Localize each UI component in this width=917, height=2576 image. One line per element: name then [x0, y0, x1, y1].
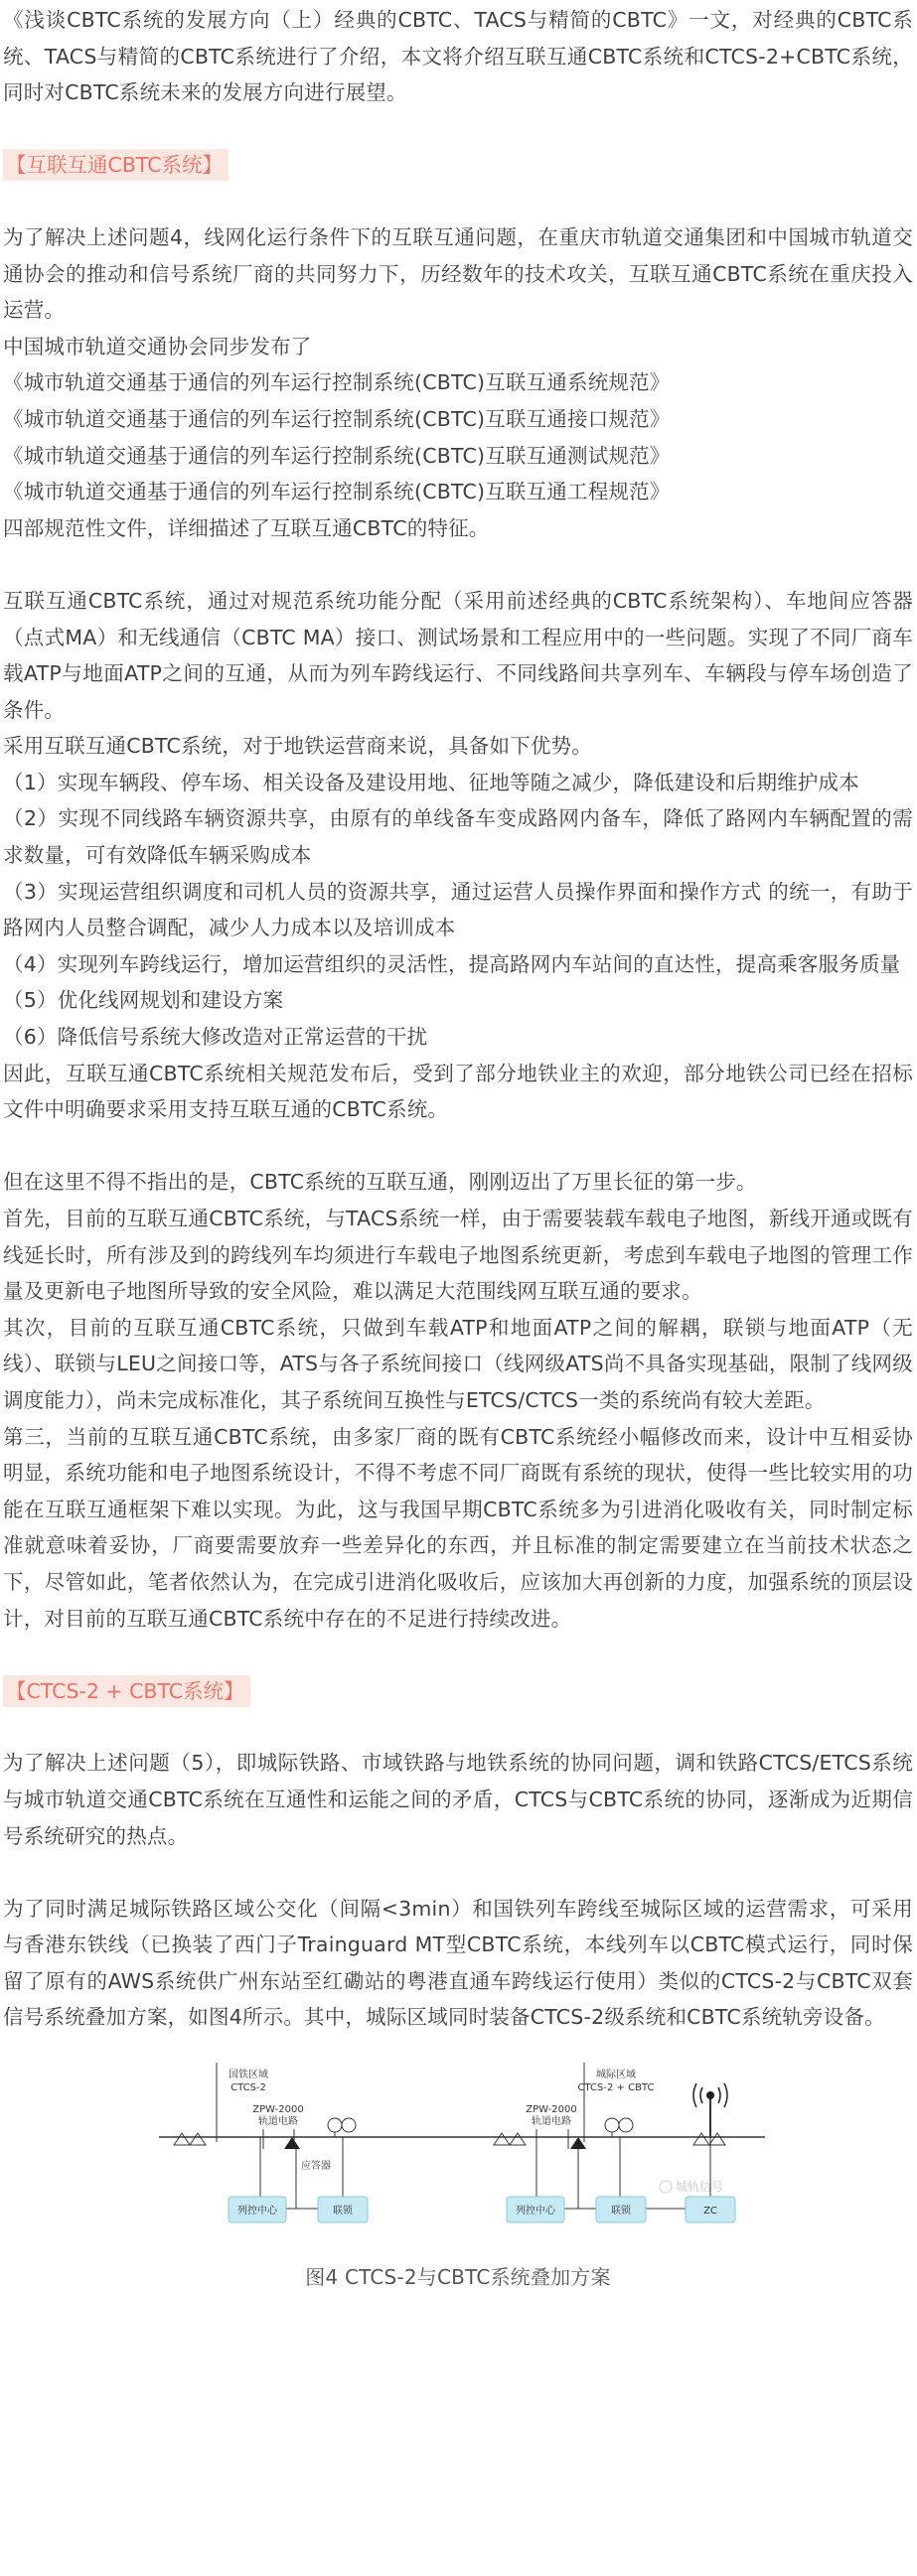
paragraph: 第三，当前的互联互通CBTC系统，由多家厂商的既有CBTC系统经小幅修改而来，设计中互相妥协明显，系统功能和电子地图系统设计，不得不考虑不同厂商既有系统的现状，使得一些比较实用的功能在互联互通框架下难以实现。为此，这与我国早期CBTC系统多为引进消化吸收有关，同时制定标准就意味着妥协，厂商要需要放弃一些差异化的东西，并且标准的制定需要建立在当前技术状态之下，尽管如此，笔者依然认为，在完成引进消化吸收后，应该加大再创新的力度，加强系统的顶层设计，对目前的互联互通CBTC系统中存在的不足进行持续改进。 [3, 1424, 913, 1631]
right-system-label: CTCS-2 + CBTC [577, 2082, 655, 2094]
spacer [0, 1637, 917, 1673]
antenna-icon [706, 2091, 714, 2099]
box-ilk-right-label: 联锁 [611, 2206, 631, 2218]
paragraph: 因此，互联互通CBTC系统相关规范发布后，受到了部分地铁业主的欢迎，部分地铁公司已经在招标文件中明确要求采用支持互联互通的CBTC系统。 [3, 1061, 913, 1122]
triangle-marker [190, 2133, 206, 2145]
triangle-marker [510, 2133, 526, 2145]
triangle-marker [174, 2133, 190, 2145]
overlay-diagram-svg [0, 2058, 917, 2256]
triangle-marker [494, 2133, 510, 2145]
triangle-marker [693, 2133, 709, 2145]
spec-title: 《城市轨道交通基于通信的列车运行控制系统(CBTC)互联互通工程规范》 [3, 480, 671, 504]
advantage-item: （2）实现不同线路车辆资源共享，由原有的单线备车变成路网内备车，降低了路网内车辆配置的需求数量，可有效降低车辆采购成本 [3, 806, 913, 868]
paragraph: 其次，目前的互联互通CBTC系统，只做到车载ATP和地面ATP之间的解耦，联锁与地面ATP（无线）、联锁与LEU之间接口等，ATS与各子系统间接口（线网级ATS尚不具备实现基础，限制了线网级调度能力），尚未完成标准化，其子系统间互换性与ETCS/CTCS一类的系统尚有较大差距。 [3, 1315, 913, 1412]
triangle-marker [709, 2133, 725, 2145]
paragraph: 四部规范性文件，详细描述了互联互通CBTC的特征。 [3, 515, 490, 540]
paragraph: 中国城市轨道交通协会同步发布了 [3, 334, 312, 358]
paragraph: 为了解决上述问题（5），即城际铁路、市域铁路与地铁系统的协同问题，调和铁路CTCS/ETCS系统与城市轨道交通CBTC系统在互通性和运能之间的矛盾，CTCS与CBTC系统的协同，逐渐成为近期信号系统研究的热点。 [3, 1751, 913, 1848]
spec-title: 《城市轨道交通基于通信的列车运行控制系统(CBTC)互联互通系统规范》 [3, 370, 671, 395]
paragraph: 为了同时满足城际铁路区域公交化（间隔<3min）和国铁列车跨线至城际区域的运营需求，可采用与香港东铁线（已换装了西门子Trainguard MT型CBTC系统，本线列车以CBTC模式运行，同时保留了原有的AWS系统供广州东站至红磡站的粤港直通车跨线运行使用）类似的CTCS-2与CBTC双套信号系统叠加方案，如图4所示。其中，城际区域同时装备CTCS-2级系统和CBTC系统轨旁设备。 [3, 1896, 913, 2030]
paragraph: 互联互通CBTC系统，通过对规范系统功能分配（采用前述经典的CBTC系统架构）、车地间应答器（点式MA）和无线通信（CBTC MA）接口、测试场景和工程应用中的一些问题。实现了不同厂商车载ATP与地面ATP之间的互通，从而为列车跨线运行、不同线路间共享列车、车辆段与停车场创造了条件。 [3, 588, 913, 722]
spec-title: 《城市轨道交通基于通信的列车运行控制系统(CBTC)互联互通测试规范》 [3, 443, 671, 468]
zpw-right: ZPW-2000 [526, 2104, 577, 2116]
intro-paragraph: 《浅谈CBTC系统的发展方向（上）经典的CBTC、TACS与精简的CBTC》一文，对经典的CBTC系统、TACS与精简的CBTC系统进行了介绍，本文将介绍互联互通CBTC系统和CTCS-2+CBTC系统，同时对CBTC系统未来的发展方向进行展望。 [3, 8, 913, 105]
left-area-label: 国铁区域 [229, 2070, 268, 2081]
balise-label: 应答器 [301, 2161, 331, 2173]
watermark-text: 城轨信号 [676, 2180, 724, 2195]
spacer [0, 1128, 917, 1165]
box-tcc-right-label: 列控中心 [516, 2206, 555, 2218]
box-ilk-left-label: 联锁 [333, 2206, 353, 2218]
advantage-item: （5）优化线网规划和建设方案 [3, 988, 284, 1013]
spacer [0, 546, 917, 583]
figure-diagram [0, 2058, 917, 2256]
paragraph: 首先，目前的互联互通CBTC系统，与TACS系统一样，由于需要装载车载电子地图，新线开通或既有线延长时，所有涉及到的跨线列车均须进行车载电子地图系统更新，考虑到车载电子地图的管理工作量及更新电子地图所导致的安全风险，难以满足大范围线网互联互通的要求。 [3, 1207, 913, 1304]
zpw-left: ZPW-2000 [252, 2104, 304, 2116]
box-zc-label: ZC [703, 2206, 717, 2218]
circuit-right: 轨道电路 [532, 2116, 571, 2128]
spec-title: 《城市轨道交通基于通信的列车运行控制系统(CBTC)互联互通接口规范》 [3, 406, 671, 431]
advantage-item: （6）降低信号系统大修改造对正常运营的干扰 [3, 1025, 428, 1050]
watermark [660, 2179, 723, 2194]
watermark-icon [660, 2181, 672, 2193]
signal-lamp [342, 2118, 356, 2132]
spacer [0, 1854, 917, 1891]
spacer [0, 111, 917, 148]
advantage-item: （3）实现运营组织调度和司机人员的资源共享，通过运营人员操作界面和操作方式 的统一，有助于路网内人员整合调配，减少人力成本以及培训成本 [3, 879, 913, 940]
circuit-left: 轨道电路 [258, 2116, 298, 2128]
spacer [0, 1709, 917, 1746]
signal-lamp [605, 2118, 619, 2132]
section-heading: 【互联互通CBTC系统】 [3, 149, 229, 181]
paragraph: 为了解决上述问题4，线网化运行条件下的互联互通问题，在重庆市轨道交通集团和中国城市轨道交通协会的推动和信号系统厂商的共同努力下，历经数年的技术攻关，互联互通CBTC系统在重庆投入运营。 [3, 224, 913, 323]
advantage-item: （4）实现列车跨线运行，增加运营组织的灵活性，提高路网内车站间的直达性，提高乘客服务质量 [3, 951, 901, 976]
spacer [0, 183, 917, 219]
left-system-label: CTCS-2 [230, 2082, 266, 2094]
paragraph: 采用互联互通CBTC系统，对于地铁运营商来说，具备如下优势。 [3, 734, 593, 759]
signal-lamp [328, 2118, 342, 2132]
figure-caption: 图4 CTCS-2与CBTC系统叠加方案 [305, 2265, 611, 2290]
balise-triangle [284, 2137, 300, 2149]
signal-lamp [619, 2118, 633, 2132]
paragraph: 但在这里不得不指出的是，CBTC系统的互联互通，刚刚迈出了万里长征的第一步。 [3, 1170, 757, 1195]
advantage-item: （1）实现车辆段、停车场、相关设备及建设用地、征地等随之减少，降低建设和后期维护成本 [3, 770, 859, 794]
right-area-label: 城际区域 [596, 2070, 636, 2081]
box-tcc-left-label: 列控中心 [237, 2206, 277, 2218]
section-heading: 【CTCS-2 + CBTC系统】 [3, 1675, 250, 1707]
